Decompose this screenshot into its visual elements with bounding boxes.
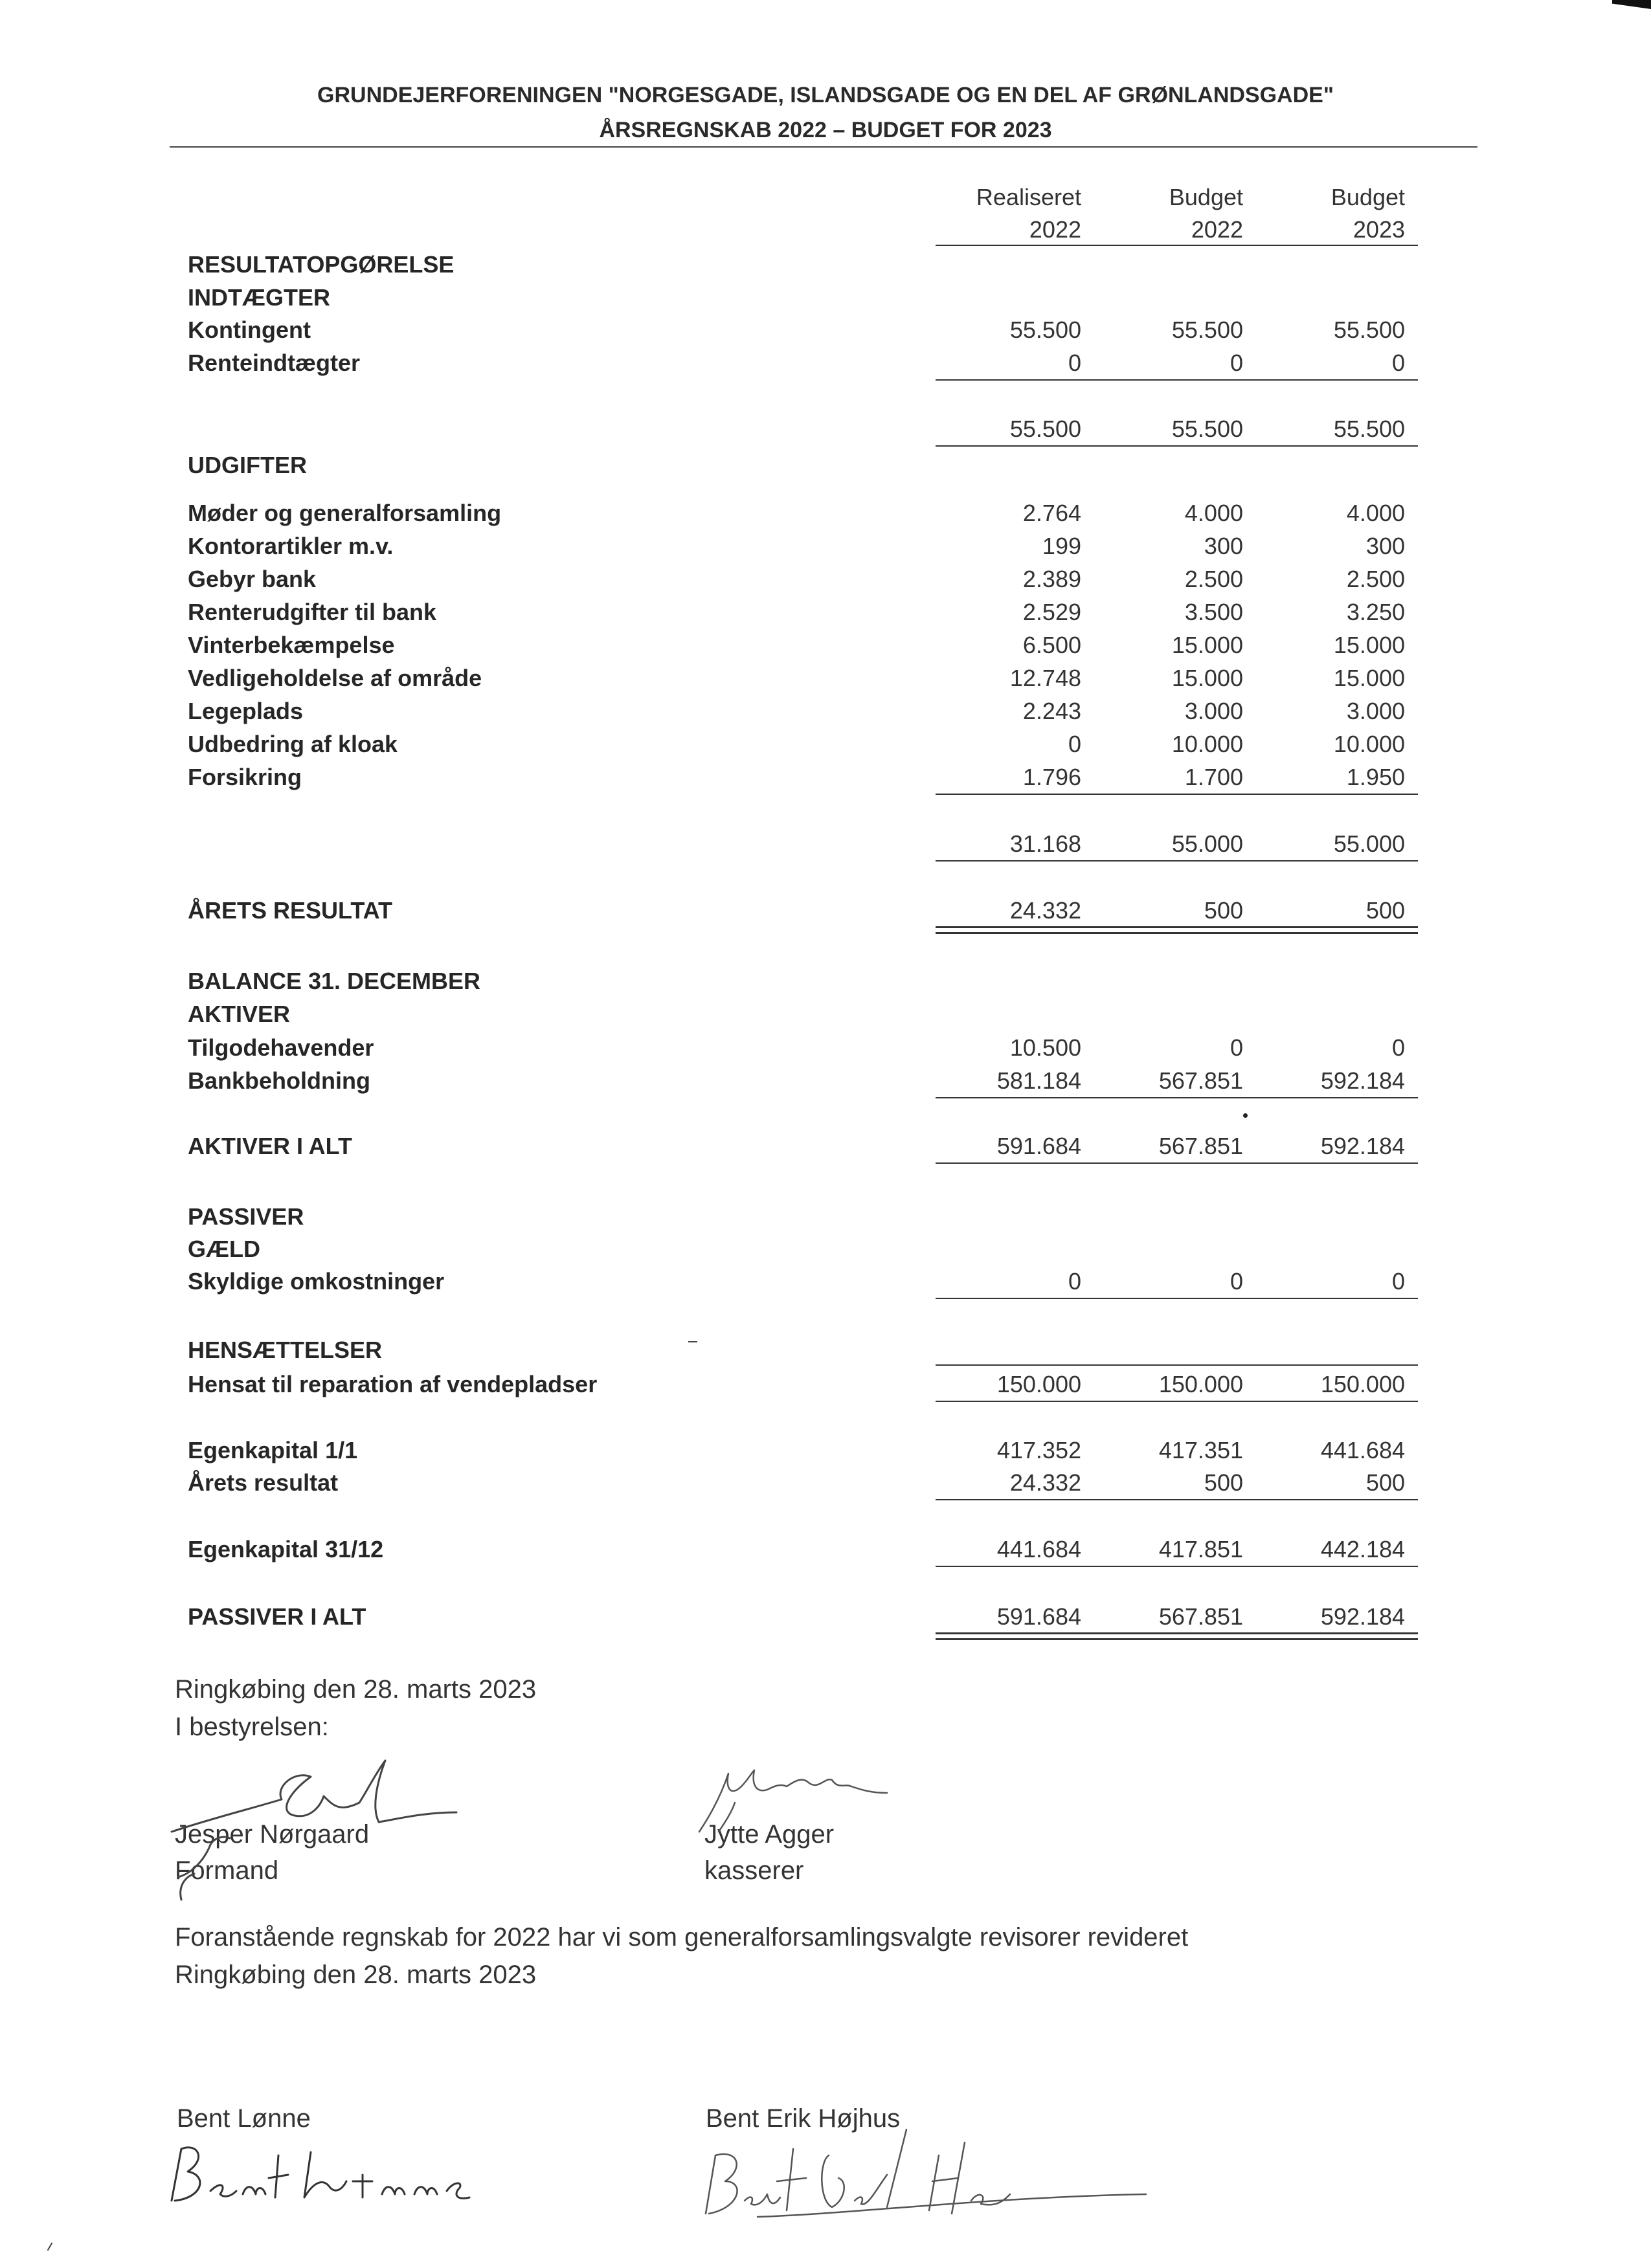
row-label: Skyldige omkostninger <box>188 1268 445 1295</box>
row-label: Vedligeholdelse af område <box>188 665 482 691</box>
value-realiseret-2022: 12.748 <box>1009 665 1081 691</box>
value-budget-2022: 55.000 <box>1171 830 1243 857</box>
rule <box>936 1298 1418 1299</box>
scan-speck <box>1243 1113 1248 1118</box>
row-label: Møder og generalforsamling <box>188 500 502 526</box>
table-row <box>188 314 1418 346</box>
rule <box>936 1097 1418 1098</box>
row-label: Egenkapital 31/12 <box>188 1536 384 1562</box>
row-label: Hensat til reparation af vendepladser <box>188 1371 598 1397</box>
rule <box>936 1364 1418 1366</box>
section-heading-balance: BALANCE 31. DECEMBER <box>188 968 481 994</box>
row-label: Egenkapital 1/1 <box>188 1437 358 1463</box>
table-row <box>188 596 1418 628</box>
signature-bent-erik-hojhus <box>693 2104 1159 2252</box>
row-label: Årets resultat <box>188 1469 339 1496</box>
value-budget-2023: 300 <box>1365 533 1405 559</box>
row-label: Renterudgifter til bank <box>188 599 437 625</box>
value-realiseret-2022: 2.243 <box>1022 698 1081 724</box>
table-row <box>188 347 1418 379</box>
row-label: Renteindtægter <box>188 350 361 376</box>
value-budget-2022: 3.500 <box>1184 599 1243 625</box>
table-row <box>188 497 1418 529</box>
rule <box>936 860 1418 862</box>
value-budget-2022: 500 <box>1204 897 1243 924</box>
board-label: I bestyrelsen: <box>175 1713 329 1741</box>
signature-jytte-agger <box>693 1761 926 1838</box>
table-row <box>188 1533 1418 1566</box>
value-budget-2022: 1.700 <box>1184 764 1243 790</box>
table-row <box>188 761 1418 794</box>
value-realiseret-2022: 24.332 <box>1009 897 1081 924</box>
table-row <box>188 1434 1418 1467</box>
section-heading-udgifter: UDGIFTER <box>188 452 307 478</box>
auditor-name: Bent Lønne <box>177 2104 311 2133</box>
subtotal-row-indtaegter <box>188 413 1418 445</box>
document-header <box>168 78 1483 148</box>
auditor-name: Bent Erik Højhus <box>706 2104 901 2133</box>
value-budget-2023: 441.684 <box>1320 1437 1405 1463</box>
subtotal-row-udgifter <box>188 828 1418 860</box>
header-title: GRUNDEJERFORENINGEN "NORGESGADE, ISLANDSGADE OG EN DEL AF GRØNLANDSGADE" <box>317 83 1334 107</box>
value-budget-2022: 0 <box>1230 350 1243 376</box>
value-realiseret-2022: 24.332 <box>1009 1469 1081 1496</box>
column-header-budget-2023: Budget 2023 <box>1331 184 1405 243</box>
rule <box>936 1566 1418 1567</box>
rule <box>936 794 1418 795</box>
total-row-passiver <box>188 1601 1418 1633</box>
rule <box>936 1162 1418 1164</box>
double-rule <box>936 926 1418 934</box>
scan-speck <box>47 2242 53 2251</box>
value-realiseret-2022: 150.000 <box>996 1371 1081 1397</box>
section-heading-aktiver: AKTIVER <box>188 1001 291 1027</box>
row-label: Legeplads <box>188 698 304 724</box>
row-label: Tilgodehavender <box>188 1034 374 1061</box>
value-realiseret-2022: 199 <box>1042 533 1081 559</box>
place-date: Ringkøbing den 28. marts 2023 <box>175 1675 537 1704</box>
table-row <box>188 1265 1418 1298</box>
value-budget-2022: 567.851 <box>1158 1603 1243 1630</box>
signer-role: kasserer <box>704 1856 804 1885</box>
value-budget-2023: 55.500 <box>1333 317 1405 343</box>
row-label: ÅRETS RESULTAT <box>188 897 392 924</box>
total-row-aarets-resultat <box>188 895 1418 927</box>
rule <box>936 1499 1418 1500</box>
value-budget-2023: 150.000 <box>1320 1371 1405 1397</box>
value-budget-2023: 15.000 <box>1333 632 1405 658</box>
value-realiseret-2022: 417.352 <box>996 1437 1081 1463</box>
value-realiseret-2022: 2.389 <box>1022 566 1081 592</box>
signature-bent-lonne <box>159 2136 495 2220</box>
value-budget-2023: 2.500 <box>1346 566 1405 592</box>
section-heading-resultat: RESULTATOPGØRELSE <box>188 251 455 278</box>
table-row <box>188 1065 1418 1097</box>
auditor-note: Foranstående regnskab for 2022 har vi som generalforsamlingsvalgte revisorer revideret <box>175 1923 1189 1951</box>
table-row <box>188 1032 1418 1064</box>
value-budget-2023: 4.000 <box>1346 500 1405 526</box>
section-heading-indtaegter: INDTÆGTER <box>188 284 330 311</box>
header-rule <box>170 146 1477 148</box>
value-budget-2023: 442.184 <box>1320 1536 1405 1562</box>
section-heading-gaeld: GÆLD <box>188 1236 260 1262</box>
value-realiseret-2022: 2.529 <box>1022 599 1081 625</box>
value-budget-2022: 3.000 <box>1184 698 1243 724</box>
row-label: Kontingent <box>188 317 311 343</box>
row-label: AKTIVER I ALT <box>188 1133 352 1159</box>
signer-role: Formand <box>175 1856 279 1885</box>
value-budget-2022: 4.000 <box>1184 500 1243 526</box>
value-realiseret-2022: 0 <box>1068 731 1081 757</box>
value-budget-2022: 0 <box>1230 1268 1243 1295</box>
value-realiseret-2022: 55.500 <box>1009 416 1081 442</box>
table-row <box>188 1467 1418 1499</box>
table-row <box>188 695 1418 728</box>
value-budget-2023: 0 <box>1391 1268 1405 1295</box>
scan-corner-mark <box>1612 0 1651 9</box>
value-budget-2022: 300 <box>1204 533 1243 559</box>
total-row-aktiver <box>188 1130 1418 1162</box>
table-row <box>188 629 1418 662</box>
value-realiseret-2022: 0 <box>1068 1268 1081 1295</box>
row-label: Forsikring <box>188 764 302 790</box>
value-budget-2023: 3.000 <box>1346 698 1405 724</box>
value-realiseret-2022: 441.684 <box>996 1536 1081 1562</box>
header-subtitle: ÅRSREGNSKAB 2022 – BUDGET FOR 2023 <box>599 118 1052 142</box>
value-budget-2022: 0 <box>1230 1034 1243 1061</box>
table-row <box>188 530 1418 562</box>
value-realiseret-2022: 591.684 <box>996 1133 1081 1159</box>
value-budget-2022: 55.500 <box>1171 317 1243 343</box>
value-realiseret-2022: 591.684 <box>996 1603 1081 1630</box>
table-row <box>188 662 1418 695</box>
value-realiseret-2022: 0 <box>1068 350 1081 376</box>
value-budget-2023: 0 <box>1391 350 1405 376</box>
value-budget-2022: 500 <box>1204 1469 1243 1496</box>
value-budget-2023: 592.184 <box>1320 1133 1405 1159</box>
signer-name: Jytte Agger <box>704 1820 835 1849</box>
value-budget-2023: 0 <box>1391 1034 1405 1061</box>
row-label: Vinterbekæmpelse <box>188 632 395 658</box>
value-budget-2022: 15.000 <box>1171 632 1243 658</box>
value-budget-2023: 592.184 <box>1320 1603 1405 1630</box>
column-header-realiseret: Realiseret 2022 <box>976 184 1081 243</box>
value-budget-2023: 500 <box>1365 1469 1405 1496</box>
value-budget-2022: 10.000 <box>1171 731 1243 757</box>
value-budget-2022: 15.000 <box>1171 665 1243 691</box>
value-realiseret-2022: 10.500 <box>1009 1034 1081 1061</box>
rule <box>936 379 1418 381</box>
value-budget-2022: 567.851 <box>1158 1133 1243 1159</box>
row-label: Udbedring af kloak <box>188 731 398 757</box>
value-budget-2023: 55.500 <box>1333 416 1405 442</box>
value-budget-2022: 417.851 <box>1158 1536 1243 1562</box>
value-realiseret-2022: 581.184 <box>996 1067 1081 1094</box>
section-heading-hensaettelser: HENSÆTTELSER <box>188 1337 383 1363</box>
row-label: PASSIVER I ALT <box>188 1603 366 1630</box>
value-budget-2022: 150.000 <box>1158 1371 1243 1397</box>
rule <box>936 1401 1418 1402</box>
table-row <box>188 728 1418 761</box>
value-budget-2022: 417.351 <box>1158 1437 1243 1463</box>
auditor-date: Ringkøbing den 28. marts 2023 <box>175 1961 537 1989</box>
value-budget-2022: 2.500 <box>1184 566 1243 592</box>
value-realiseret-2022: 1.796 <box>1022 764 1081 790</box>
row-label: Bankbeholdning <box>188 1067 370 1094</box>
value-budget-2023: 3.250 <box>1346 599 1405 625</box>
double-rule <box>936 1632 1418 1640</box>
signature-jesper-norgaard <box>165 1748 463 1903</box>
section-heading-passiver: PASSIVER <box>188 1203 304 1230</box>
value-budget-2023: 10.000 <box>1333 731 1405 757</box>
row-label: Kontorartikler m.v. <box>188 533 394 559</box>
value-budget-2022: 567.851 <box>1158 1067 1243 1094</box>
value-realiseret-2022: 31.168 <box>1009 830 1081 857</box>
table-row <box>188 1368 1418 1401</box>
column-header-rule <box>936 245 1418 246</box>
value-realiseret-2022: 6.500 <box>1022 632 1081 658</box>
row-label: Gebyr bank <box>188 566 317 592</box>
value-budget-2023: 500 <box>1365 897 1405 924</box>
table-row <box>188 563 1418 595</box>
signer-name: Jesper Nørgaard <box>175 1820 370 1849</box>
rule <box>936 445 1418 447</box>
value-budget-2023: 1.950 <box>1346 764 1405 790</box>
value-realiseret-2022: 55.500 <box>1009 317 1081 343</box>
value-budget-2022: 55.500 <box>1171 416 1243 442</box>
value-budget-2023: 592.184 <box>1320 1067 1405 1094</box>
column-header-budget-2022: Budget 2022 <box>1169 184 1243 243</box>
value-realiseret-2022: 2.764 <box>1022 500 1081 526</box>
value-budget-2023: 15.000 <box>1333 665 1405 691</box>
value-budget-2023: 55.000 <box>1333 830 1405 857</box>
